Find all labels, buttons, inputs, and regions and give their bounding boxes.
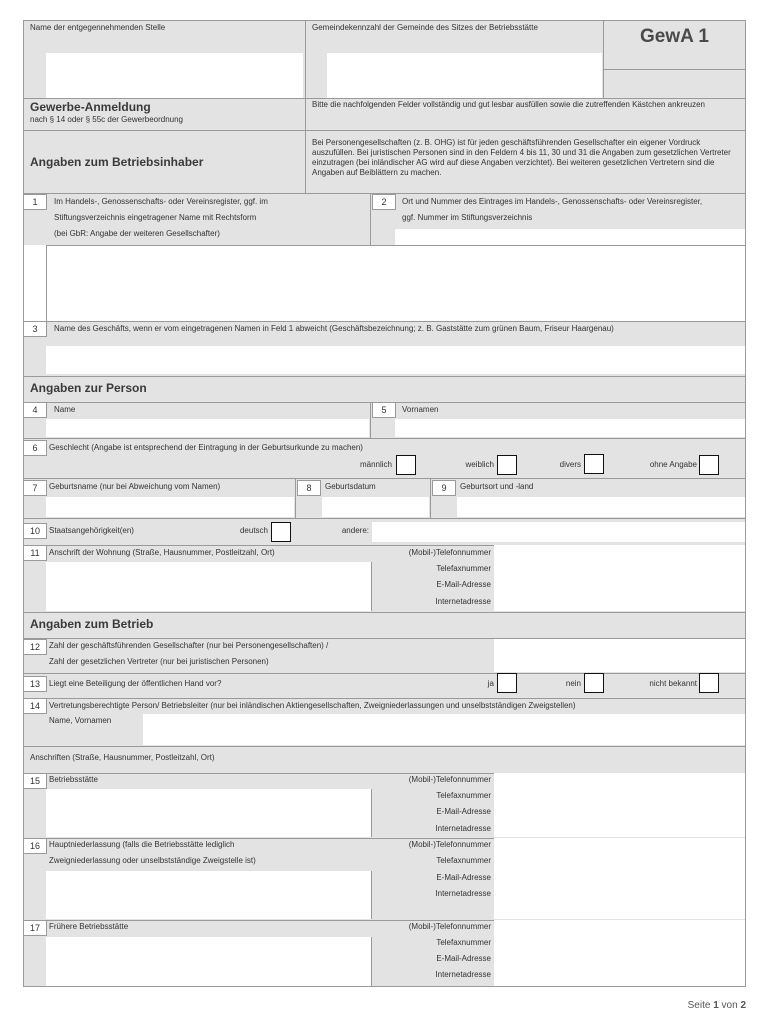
field17-fax-label: Telefaxnummer bbox=[436, 938, 491, 947]
field8-number: 8 bbox=[297, 480, 321, 496]
field15-contact-input[interactable] bbox=[494, 773, 746, 837]
field10-option-other: andere: bbox=[341, 526, 369, 535]
receiving-office-label: Name der entgegennehmenden Stelle bbox=[30, 23, 166, 32]
owner-section-divider bbox=[305, 130, 306, 194]
field11-fax-label: Telefaxnummer bbox=[436, 564, 491, 573]
field8-9-divider bbox=[430, 478, 431, 518]
field3-input[interactable] bbox=[46, 346, 746, 374]
field13-option-no: nein bbox=[565, 679, 581, 688]
business-section-heading: Angaben zum Betrieb bbox=[30, 617, 154, 631]
field8-label: Geburtsdatum bbox=[325, 482, 376, 491]
field11-number: 11 bbox=[23, 545, 47, 561]
field17-contact-input[interactable] bbox=[494, 920, 746, 986]
field16-contact-input[interactable] bbox=[494, 838, 746, 919]
field1-2-input-area[interactable] bbox=[46, 245, 746, 322]
field7-number: 7 bbox=[23, 480, 47, 496]
field6-number: 6 bbox=[23, 440, 47, 456]
field5-label: Vornamen bbox=[402, 405, 439, 414]
field6-option-none: ohne Angabe bbox=[649, 460, 697, 469]
field16-address-input[interactable] bbox=[46, 871, 372, 919]
field13-yes-checkbox[interactable] bbox=[497, 673, 517, 693]
field15-number: 15 bbox=[23, 773, 47, 789]
title-divider bbox=[305, 98, 306, 131]
field12-label-line2: Zahl der gesetzlichen Vertreter (nur bei juristischen Personen) bbox=[49, 657, 269, 666]
field1-number: 1 bbox=[23, 194, 47, 210]
field9-number: 9 bbox=[432, 480, 456, 496]
form-subtitle: nach § 14 oder § 55c der Gewerbeordnung bbox=[30, 115, 183, 124]
field2-input[interactable] bbox=[395, 229, 746, 245]
field3-label: Name des Geschäfts, wenn er vom eingetragenen Namen in Feld 1 abweicht (Geschäftsbezeichnung; z. B. Gaststätte zum grünen Baum, Friseur Haargenau) bbox=[54, 324, 614, 333]
field17-phone-label: (Mobil-)Telefonnummer bbox=[408, 922, 491, 931]
field13-option-yes: ja bbox=[487, 679, 494, 688]
field17-web-label: Internetadresse bbox=[435, 970, 491, 979]
field11-label: Anschrift der Wohnung (Straße, Hausnummer, Postleitzahl, Ort) bbox=[49, 548, 275, 557]
frame-right bbox=[745, 20, 746, 987]
field1-label-line1: Im Handels-, Genossenschafts- oder Vereinsregister, ggf. im bbox=[54, 197, 268, 206]
municipality-code-input[interactable] bbox=[327, 53, 602, 98]
page-prefix: Seite bbox=[687, 1000, 711, 1011]
field13-number: 13 bbox=[23, 676, 47, 692]
page-total: 2 bbox=[740, 1000, 746, 1011]
field6-diverse-checkbox[interactable] bbox=[584, 454, 604, 474]
field4-number: 4 bbox=[23, 402, 47, 418]
field16-phone-label: (Mobil-)Telefonnummer bbox=[408, 840, 491, 849]
field16-label-line1: Hauptniederlassung (falls die Betriebsstätte lediglich bbox=[49, 840, 235, 849]
field12-number: 12 bbox=[23, 639, 47, 655]
field16-fax-label: Telefaxnummer bbox=[436, 856, 491, 865]
field9-input[interactable] bbox=[457, 497, 746, 517]
field8-input[interactable] bbox=[322, 497, 429, 517]
field4-5-divider bbox=[370, 402, 371, 438]
field16-email-label: E-Mail-Adresse bbox=[436, 873, 491, 882]
field15-email-label: E-Mail-Adresse bbox=[436, 807, 491, 816]
field11-web-label: Internetadresse bbox=[435, 597, 491, 606]
municipality-code-label: Gemeindekennzahl der Gemeinde des Sitzes der Betriebsstätte bbox=[312, 23, 538, 32]
field10-german-checkbox[interactable] bbox=[271, 522, 291, 542]
field6-none-checkbox[interactable] bbox=[699, 455, 719, 475]
field12-label-line1: Zahl der geschäftsführenden Gesellschafter (nur bei Personengesellschaften) / bbox=[49, 641, 329, 650]
field7-8-divider bbox=[295, 478, 296, 518]
receiving-office-input[interactable] bbox=[46, 53, 303, 98]
instruction-text: Bitte die nachfolgenden Felder vollständig und gut lesbar ausfüllen sowie die zutreffenden Kästchen ankreuzen bbox=[312, 100, 706, 109]
header-divider-1 bbox=[305, 20, 306, 99]
field13-label: Liegt eine Beteiligung der öffentlichen Hand vor? bbox=[49, 679, 222, 688]
field6-male-checkbox[interactable] bbox=[396, 455, 416, 475]
field15-address-input[interactable] bbox=[46, 789, 372, 837]
field17-label: Frühere Betriebsstätte bbox=[49, 922, 129, 931]
field2-label-line2: ggf. Nummer im Stiftungsverzeichnis bbox=[402, 213, 533, 222]
field6-label: Geschlecht (Angabe ist entsprechend der Eintragung in der Geburtsurkunde zu machen) bbox=[49, 443, 363, 452]
field13-option-unknown: nicht bekannt bbox=[649, 679, 697, 688]
page-number bbox=[640, 1000, 746, 1011]
form-title: Gewerbe-Anmeldung bbox=[30, 100, 151, 114]
field7-input[interactable] bbox=[46, 497, 294, 517]
form-id: GewA 1 bbox=[640, 26, 709, 47]
frame-left bbox=[23, 20, 24, 987]
field13-no-checkbox[interactable] bbox=[584, 673, 604, 693]
field6-female-checkbox[interactable] bbox=[497, 455, 517, 475]
field2-label-line1: Ort und Nummer des Eintrages im Handels-, Genossenschafts- oder Vereinsregister, bbox=[402, 197, 703, 206]
field16-number: 16 bbox=[23, 838, 47, 854]
field14-sublabel: Name, Vornamen bbox=[49, 716, 112, 725]
field15-fax-label: Telefaxnummer bbox=[436, 791, 491, 800]
field5-input[interactable] bbox=[395, 419, 746, 437]
field6-option-female: weiblich bbox=[465, 460, 494, 469]
page-current: 1 bbox=[713, 1000, 719, 1011]
field14-number: 14 bbox=[23, 698, 47, 714]
field6-option-male: männlich bbox=[359, 460, 392, 469]
field10-option-german: deutsch bbox=[239, 526, 268, 535]
field1-label-line2: Stiftungsverzeichnis eingetragener Name mit Rechtsform bbox=[54, 213, 257, 222]
owner-section-note: Bei Personengesellschaften (z. B. OHG) ist für jeden geschäftsführenden Gesellschafter ein eigener Vordruck auszufüllen. Bei juristischen Personen sind in den Feldern 4 bis 11, 30 und 31 die Angaben zum gesetzlichen Vertreter einzutragen (bei inländischer AG wird auf diese Angaben verzichtet). Bei weiteren gesetzlichen Vertretern sind die Angaben auf Beiblättern zu machen. bbox=[312, 138, 731, 177]
field11-email-label: E-Mail-Adresse bbox=[436, 580, 491, 589]
field11-contact-input[interactable] bbox=[494, 545, 746, 611]
owner-section-heading: Angaben zum Betriebsinhaber bbox=[30, 155, 204, 169]
field15-label: Betriebsstätte bbox=[49, 775, 98, 784]
field15-phone-label: (Mobil-)Telefonnummer bbox=[408, 775, 491, 784]
addresses-heading: Anschriften (Straße, Hausnummer, Postleitzahl, Ort) bbox=[30, 753, 215, 762]
field13-unknown-checkbox[interactable] bbox=[699, 673, 719, 693]
field16-web-label: Internetadresse bbox=[435, 889, 491, 898]
field17-number: 17 bbox=[23, 920, 47, 936]
field17-email-label: E-Mail-Adresse bbox=[436, 954, 491, 963]
field3-number: 3 bbox=[23, 321, 47, 337]
field17-address-input[interactable] bbox=[46, 937, 372, 986]
field10-label: Staatsangehörigkeit(en) bbox=[49, 526, 134, 535]
person-section-heading: Angaben zur Person bbox=[30, 381, 147, 395]
field11-phone-label: (Mobil-)Telefonnummer bbox=[408, 548, 491, 557]
field4-label: Name bbox=[54, 405, 76, 414]
field14-input[interactable] bbox=[143, 714, 746, 745]
field9-label: Geburtsort und -land bbox=[460, 482, 534, 491]
field2-number: 2 bbox=[372, 194, 396, 210]
field11-address-input[interactable] bbox=[46, 562, 372, 611]
field7-label: Geburtsname (nur bei Abweichung vom Namen) bbox=[49, 482, 221, 491]
field1-label-line3: (bei GbR: Angabe der weiteren Gesellschafter) bbox=[54, 229, 220, 238]
page-of: von bbox=[721, 1000, 738, 1011]
field4-input[interactable] bbox=[46, 419, 369, 437]
field14-label: Vertretungsberechtigte Person/ Betriebsleiter (nur bei inländischen Aktiengesellschaften, Zweigniederlassungen und unselbstständigen Zweigstellen) bbox=[49, 701, 576, 710]
field12-input[interactable] bbox=[494, 639, 746, 672]
field6-option-diverse: divers bbox=[559, 460, 581, 469]
field10-other-input[interactable] bbox=[372, 522, 746, 542]
field5-number: 5 bbox=[372, 402, 396, 418]
field16-label-line2: Zweigniederlassung oder unselbstständige Zweigstelle ist) bbox=[49, 856, 256, 865]
field1-2-divider bbox=[370, 194, 371, 245]
field15-web-label: Internetadresse bbox=[435, 824, 491, 833]
field10-number: 10 bbox=[23, 523, 47, 539]
